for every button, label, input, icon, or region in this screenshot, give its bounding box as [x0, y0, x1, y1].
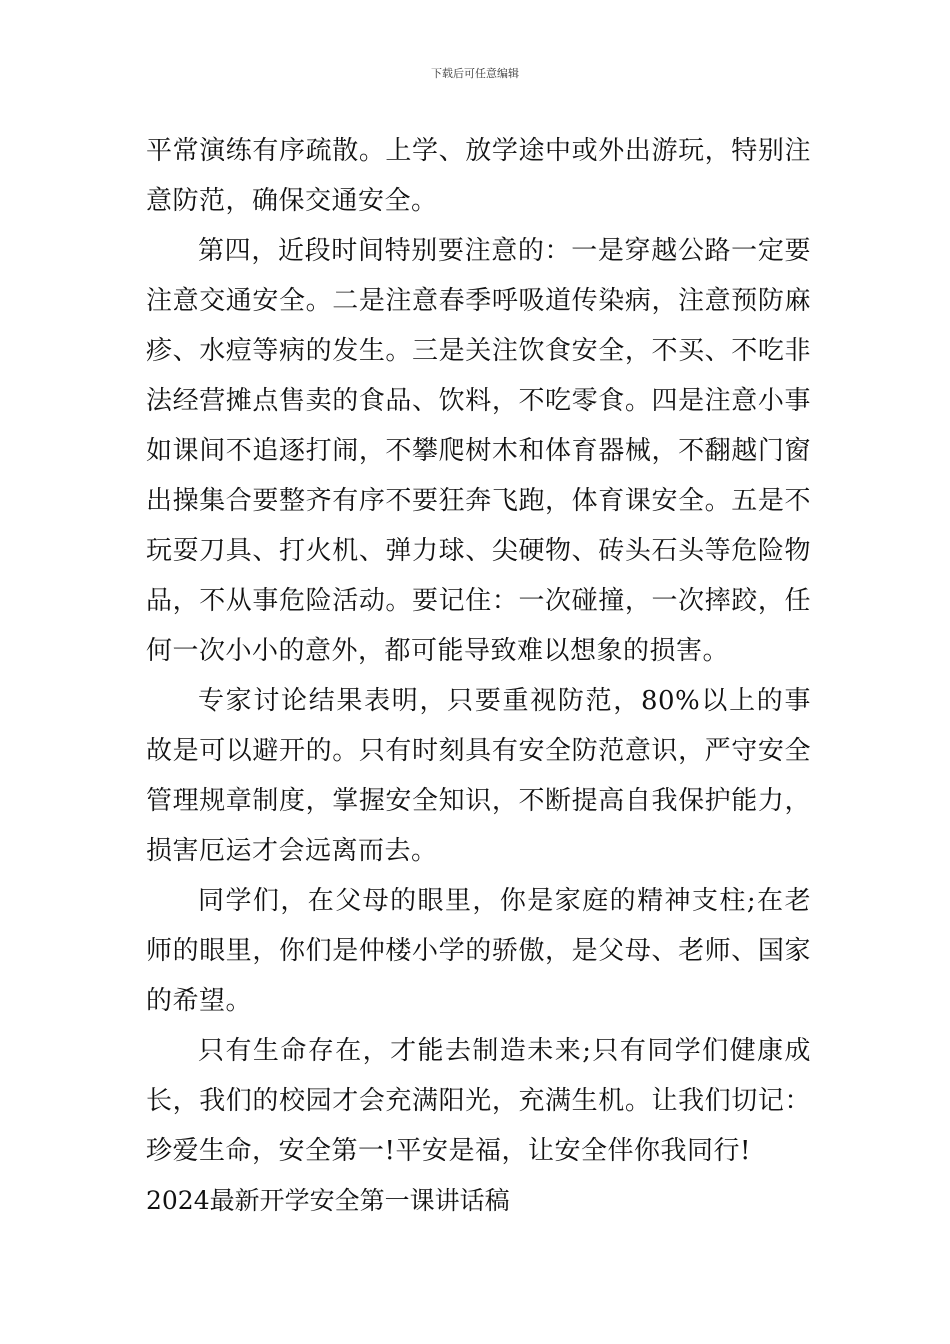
paragraph-closing: 只有生命存在，才能去制造未来;只有同学们健康成长，我们的校园才会充满阳光，充满生机。让我们切记：珍爱生命，安全第一!平安是福，让安全伴你我同行!	[146, 1036, 811, 1166]
paragraph-fourth-point: 第四，近段时间特别要注意的：一是穿越公路一定要注意交通安全。二是注意春季呼吸道传染病，注意预防麻疹、水痘等病的发生。三是关注饮食安全，不买、不吃非法经营摊点售卖的食品、饮料，不吃零食。四是注意小事如课间不追逐打闹，不攀爬树木和体育器械，不翻越门窗出操集合要整齐有序不要狂奔飞跑，体育课安全。五是不玩耍刀具、打火机、弹力球、尖硬物、砖头石头等危险物品，不从事危险活动。要记住：一次碰撞，一次摔跤，任何一次小小的意外，都可能导致难以想象的损害。	[146, 236, 811, 666]
document-body	[146, 126, 811, 1226]
paragraph-expert-conclusion: 专家讨论结果表明，只要重视防范，80%以上的事故是可以避开的。只有时刻具有安全防范意识，严守安全管理规章制度，掌握安全知识，不断提高自我保护能力，损害厄运才会远离而去。	[146, 686, 811, 866]
paragraph-students: 同学们，在父母的眼里，你是家庭的精神支柱;在老师的眼里，你们是仲楼小学的骄傲，是父母、老师、国家的希望。	[146, 886, 811, 1016]
page-header-note: 下载后可任意编辑	[431, 67, 519, 80]
next-document-title: 2024最新开学安全第一课讲话稿	[146, 1186, 510, 1215]
paragraph-continued: 平常演练有序疏散。上学、放学途中或外出游玩，特别注意防范，确保交通安全。	[146, 136, 811, 216]
